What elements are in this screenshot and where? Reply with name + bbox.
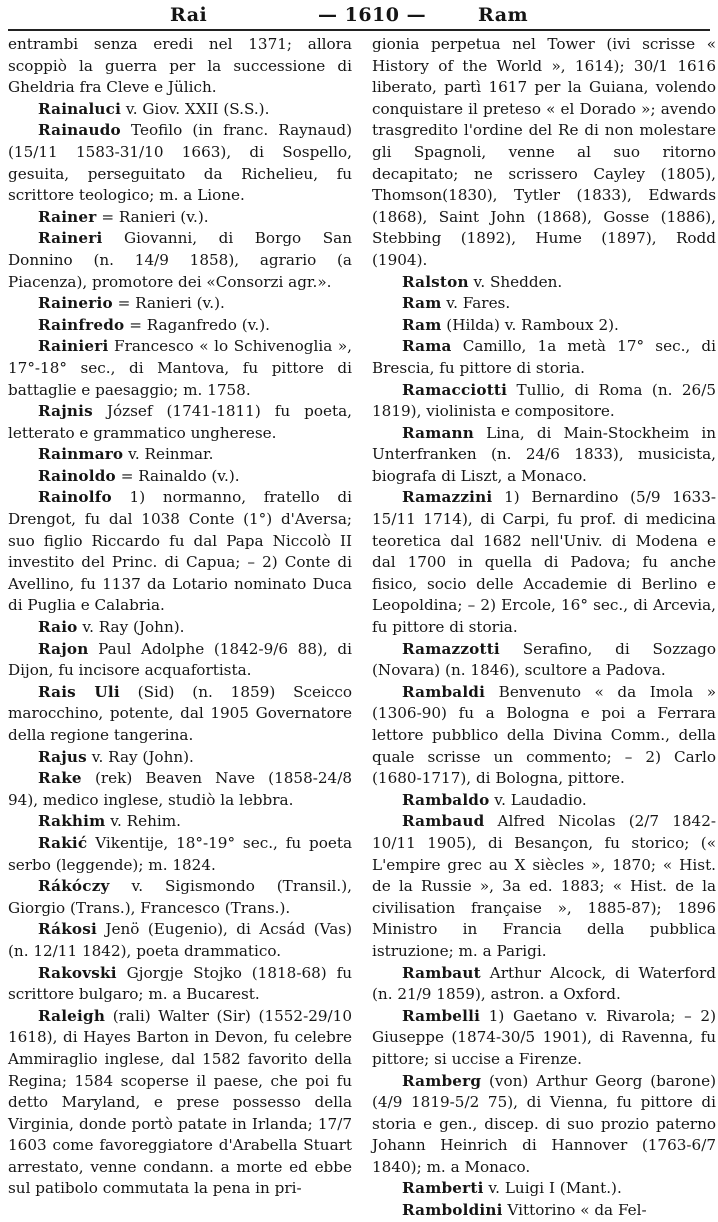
entry-text: Benvenuto « da Imola » (1306-90) fu a Bologna e poi a Ferrara lettore pubblico della Divina Comm., della quale scrisse un commento; – 2) Carlo (1680-1717), di Bologna, pittore.: [372, 682, 716, 788]
entry-text: Teofilo (in franc. Raynaud) (15/11 1583-31/10 1663), di Sospello, gesuita, perseguitato da Richelieu, fu scrittore teologico; m. a Lione.: [8, 121, 352, 205]
dictionary-entry: [8, 401, 352, 444]
entry-text: entrambi senza eredi nel 1371; allora scoppiò la guerra per la successione di Gheldria fra Cleve e Jülich.: [8, 35, 352, 97]
entry-headword: Rakić: [38, 833, 88, 852]
entry-text: v. Rehim.: [105, 812, 181, 831]
dictionary-entry: [8, 747, 352, 769]
dictionary-entry: [8, 768, 352, 811]
entry-headword: Rainerio: [38, 294, 113, 313]
dictionary-entry: [8, 811, 352, 833]
entry-headword: Ram: [402, 315, 442, 334]
entry-text: v. Laudadio.: [489, 790, 587, 809]
entry-continuation: [372, 34, 716, 272]
entry-headword: Rákóczy: [38, 877, 110, 896]
dictionary-entry: [8, 876, 352, 919]
entry-text: Serafino, di Sozzago (Novara) (n. 1846), scultore a Padova.: [372, 639, 716, 680]
header-right-guideword: Ram: [478, 4, 529, 26]
entry-text: Vikentije, 18°-19° sec., fu poeta serbo (leggende); m. 1824.: [8, 833, 352, 874]
entry-text: v. Shedden.: [468, 272, 563, 291]
dictionary-entry: [8, 315, 352, 337]
entry-headword: Rambelli: [402, 1006, 481, 1025]
dictionary-entry: [372, 639, 716, 682]
entry-headword: Ramboldini: [402, 1201, 503, 1220]
dictionary-entry: [8, 99, 352, 121]
entry-text: Camillo, 1a metà 17° sec., di Brescia, fu pittore di storia.: [372, 337, 716, 377]
entry-text: v. Fares.: [441, 294, 511, 313]
dictionary-entry: [8, 833, 352, 876]
entry-headword: Raleigh: [38, 1006, 106, 1025]
entry-text: (Hilda) v. Ramboux 2).: [441, 315, 619, 334]
entry-text: 1) Gaetano v. Rivarola; – 2) Giuseppe (1874-30/5 1901), di Ravenna, fu pittore; si uccise a Firenze.: [372, 1006, 716, 1068]
entry-headword: Rainolfo: [38, 488, 112, 507]
dictionary-entry: [372, 487, 716, 638]
dictionary-entry: [8, 639, 352, 682]
entry-headword: Raineri: [38, 229, 103, 248]
dictionary-entry: [372, 963, 716, 1006]
entry-text: Giovanni, di Borgo San Donnino (n. 14/9 1858), agrario (a Piacenza), promotore dei «Consorzi agr.».: [8, 229, 352, 291]
dictionary-entry: [8, 466, 352, 488]
entry-headword: Rainfredo: [38, 315, 125, 334]
dictionary-entry: [372, 423, 716, 488]
entry-text: Lina, di Main-Stockheim in Unterfranken (n. 24/6 1833), musicista, biografa di Liszt, a Monaco.: [372, 423, 716, 485]
entry-text: (rek) Beaven Nave (1858-24/8 94), medico inglese, studiò la lebbra.: [8, 769, 352, 809]
dictionary-entry: [8, 336, 352, 401]
page-header: [0, 0, 718, 30]
entry-text: v. Sigismondo (Transil.), Giorgio (Trans.), Francesco (Trans.).: [8, 877, 352, 917]
dictionary-entry: [8, 682, 352, 747]
dictionary-entry: [8, 1006, 352, 1200]
entry-headword: Ramazzini: [402, 488, 493, 507]
entry-text: (rali) Walter (Sir) (1552-29/10 1618), di Hayes Barton in Devon, fu celebre Ammiraglio inglese, dal 1582 favorito della Regina; 1584 scoperse il paese, che poi fu detto Maryland, e prese possesso della Virginia, donde portò patate in Irlanda; 17/7 1603 come favoreggiatore d'Arabella Stuart arrestato, venne condann. a morte ed ebbe sul patibolo commutata la pena in pri-: [8, 1006, 352, 1198]
dictionary-entry: [8, 919, 352, 962]
entry-headword: Rainaudo: [38, 121, 121, 140]
dictionary-entry: [372, 811, 716, 962]
entry-headword: Ram: [402, 294, 442, 313]
entry-text: v. Ray (John).: [77, 618, 185, 637]
entry-text: gionia perpetua nel Tower (ivi scrisse « History of the World », 1614); 30/1 1616 liberato, partì 1617 per la Guiana, volendo conquistare il preteso « el Dorado »; avendo trasgredito l'ordine del Re di non molestare gli Spagnoli, venne al suo ritorno decapitato; ne scrissero Cayley (1805), Thomson(1830), Tytler (1833), Edwards (1868), Saint John (1868), Gosse (1886), Stebbing (1892), Hume (1897), Rodd (1904).: [372, 35, 716, 269]
entry-text: = Rainaldo (v.).: [115, 466, 240, 485]
entry-text: Gjorgje Stojko (1818-68) fu scrittore bulgaro; m. a Bucarest.: [8, 963, 352, 1004]
entry-text: József (1741-1811) fu poeta, letterato e grammatico ungherese.: [8, 402, 352, 442]
entry-headword: Ramazzotti: [402, 639, 500, 658]
entry-text: Tullio, di Roma (n. 26/5 1819), violinista e compositore.: [372, 380, 716, 421]
entry-headword: Rainoldo: [38, 466, 116, 485]
dictionary-entry: [372, 1178, 716, 1200]
entry-headword: Rainmaro: [38, 445, 124, 464]
entry-headword: Rajon: [38, 639, 89, 658]
dictionary-entry: [8, 487, 352, 617]
entry-headword: Rambaut: [402, 963, 481, 982]
dictionary-entry: [8, 293, 352, 315]
entry-text: Jenö (Eugenio), di Acsád (Vas) (n. 12/11 1842), poeta drammatico.: [8, 920, 352, 960]
entry-text: v. Ray (John).: [86, 747, 194, 766]
entry-headword: Rambaldo: [402, 790, 490, 809]
entry-text: Alfred Nicolas (2/7 1842-10/11 1905), di Besançon, fu storico; (« L'empire grec au X siècles », 1870; « Hist. de la Russie », 3a ed. 1883; « Hist. de la civilisation française », 1885-87); 1896 Ministro in Francia della pubblica istruzione; m. a Parigi.: [372, 812, 716, 960]
entry-text: = Raganfredo (v.).: [124, 315, 270, 334]
entry-headword: Rakhim: [38, 812, 106, 831]
dictionary-entry: [372, 790, 716, 812]
entry-text: = Ranieri (v.).: [96, 207, 209, 226]
entry-text: Arthur Alcock, di Waterford (n. 21/9 1859), astron. a Oxford.: [372, 963, 716, 1004]
dictionary-entry: [372, 293, 716, 315]
entry-text: Vittorino « da Fel-: [502, 1201, 647, 1220]
entry-text: (von) Arthur Georg (barone) (4/9 1819-5/2 75), di Vienna, fu pittore di storia e gen., discep. di suo prozio paterno Johann Heinrich di Hannover (1763-6/7 1840); m. a Monaco.: [372, 1071, 716, 1176]
entry-headword: Rainer: [38, 207, 97, 226]
dictionary-entry: [8, 120, 352, 206]
dictionary-entry: [8, 207, 352, 229]
dictionary-entry: [8, 228, 352, 293]
entry-headword: Rakovski: [38, 963, 117, 982]
entry-headword: Rama: [402, 337, 452, 356]
right-column: [372, 34, 716, 1222]
entry-text: 1) normanno, fratello di Drengot, fu dal 1038 Conte (1°) d'Aversa; suo figlio Riccardo fu dal Papa Niccolò II investito del Princ. di Capua; – 2) Conte di Avellino, fu 1137 da Lotario nominato Duca di Puglia e Calabria.: [8, 488, 352, 615]
entry-headword: Rambaldi: [402, 682, 486, 701]
entry-text: Paul Adolphe (1842-9/6 88), di Dijon, fu incisore acquafortista.: [8, 639, 352, 680]
entry-headword: Ramann: [402, 423, 475, 442]
dictionary-entry: [8, 444, 352, 466]
dictionary-entry: [372, 1200, 716, 1222]
entry-text: (Sid) (n. 1859) Sceicco marocchino, potente, dal 1905 Governatore della regione tangerina.: [8, 682, 352, 744]
entry-headword: Rais Uli: [38, 682, 120, 701]
entry-headword: Rambaud: [402, 812, 485, 831]
dictionary-entry: [8, 617, 352, 639]
entry-text: 1) Bernardino (5/9 1633-15/11 1714), di Carpi, fu prof. di medicina teoretica dal 1682 nell'Univ. di Modena e dal 1700 in quella di Padova; fu anche fisico, socio delle Accademie di Berlino e Leopoldina; – 2) Ercole, 16° sec., di Arcevia, fu pittore di storia.: [372, 488, 716, 637]
dictionary-entry: [372, 682, 716, 790]
dictionary-entry: [372, 380, 716, 423]
dictionary-entry: [372, 336, 716, 379]
page-number: — 1610 —: [318, 4, 427, 26]
entry-headword: Rake: [38, 769, 82, 788]
entry-text: v. Luigi I (Mant.).: [483, 1179, 622, 1198]
header-left-guideword: Rai: [170, 4, 208, 26]
dictionary-entry: [372, 272, 716, 294]
entry-headword: Ralston: [402, 272, 469, 291]
entry-text: = Ranieri (v.).: [112, 294, 225, 313]
entry-continuation: [8, 34, 352, 99]
entry-headword: Ramberti: [402, 1179, 484, 1198]
left-column: [8, 34, 352, 1200]
entry-headword: Rainaluci: [38, 99, 122, 118]
entry-headword: Rajnis: [38, 402, 93, 421]
dictionary-entry: [372, 1006, 716, 1071]
dictionary-entry: [372, 315, 716, 337]
entry-headword: Rákosi: [38, 920, 97, 939]
entry-headword: Rajus: [38, 747, 87, 766]
entry-headword: Ramberg: [402, 1071, 482, 1090]
dictionary-entry: [8, 963, 352, 1006]
dictionary-entry: [372, 1071, 716, 1179]
entry-text: v. Giov. XXII (S.S.).: [121, 99, 270, 118]
entry-headword: Raio: [38, 618, 78, 637]
header-rule: [8, 29, 710, 31]
entry-headword: Ramacciotti: [402, 380, 508, 399]
entry-headword: Rainieri: [38, 337, 109, 356]
entry-text: v. Reinmar.: [123, 445, 214, 464]
entry-text: Francesco « lo Schivenoglia », 17°-18° sec., di Mantova, fu pittore di battaglie e paesaggio; m. 1758.: [8, 337, 352, 399]
